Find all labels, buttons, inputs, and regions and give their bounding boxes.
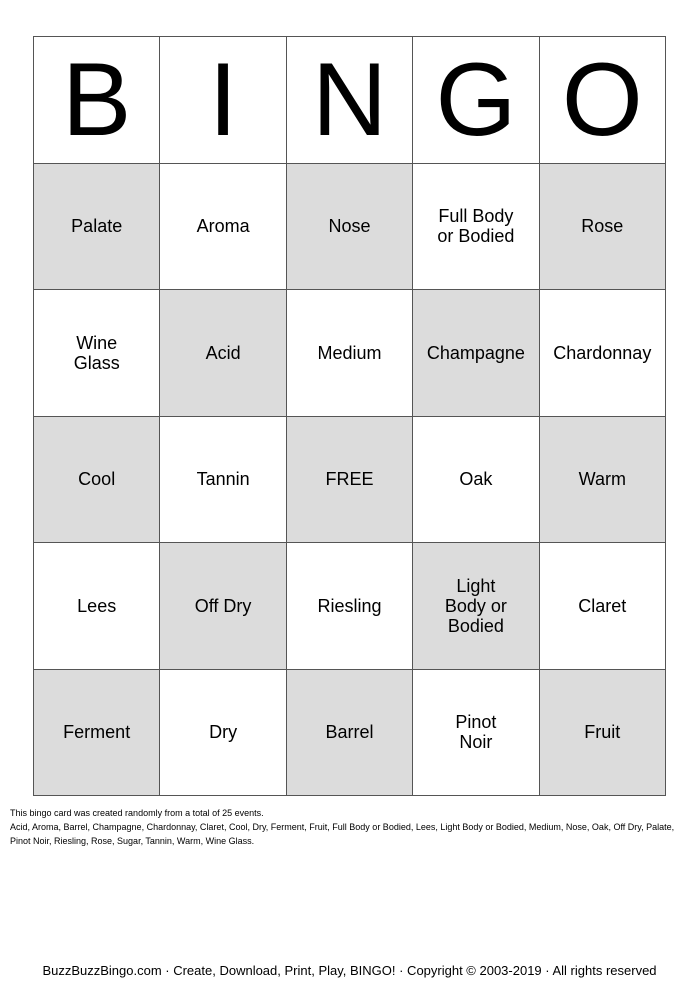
bingo-cell — [540, 543, 666, 670]
header-cell-g — [413, 37, 539, 164]
bingo-cell — [540, 164, 666, 291]
bingo-cell-term: Warm — [578, 469, 626, 490]
bingo-cell — [160, 290, 286, 417]
bingo-cell — [34, 670, 160, 797]
card-note — [10, 806, 690, 848]
bingo-cell — [34, 543, 160, 670]
header-cell-n — [287, 37, 413, 164]
bingo-cell — [287, 290, 413, 417]
header-cell-i — [160, 37, 286, 164]
bingo-cell — [287, 164, 413, 291]
bingo-cell-term: Aroma — [196, 216, 250, 237]
bingo-cell — [160, 164, 286, 291]
bingo-cell — [160, 670, 286, 797]
bingo-cell-term: Light Body or Bodied — [444, 575, 507, 636]
bingo-cell-term: Nose — [328, 216, 371, 237]
header-letter-o: O — [561, 41, 643, 158]
bingo-cell — [540, 670, 666, 797]
bingo-cell — [540, 290, 666, 417]
bingo-cell-term: Tannin — [196, 469, 250, 490]
bingo-cell-term: Riesling — [317, 595, 382, 616]
bingo-cell — [413, 670, 539, 797]
header-letter-b: B — [62, 41, 132, 158]
bingo-cell — [287, 417, 413, 544]
bingo-cell — [287, 543, 413, 670]
header-letter-n: N — [311, 41, 388, 158]
bingo-cell-term: Ferment — [63, 722, 131, 743]
bingo-cell-term: Dry — [209, 722, 238, 743]
bingo-cell-term: Acid — [205, 342, 241, 363]
header-cell-o — [540, 37, 666, 164]
bingo-cell-term: Wine Glass — [73, 332, 120, 373]
bingo-cell-term: Palate — [71, 216, 123, 237]
bingo-cell-term: Oak — [459, 469, 493, 490]
bingo-cell — [413, 290, 539, 417]
note-term-list: Acid, Aroma, Barrel, Champagne, Chardonnay, Claret, Cool, Dry, Ferment, Fruit, Full Body or Bodied, Lees, Light Body or Bodied, Medium, Nose, Oak, Off Dry, Palate, Pinot Noir, Riesling, Rose, Sugar, Tannin, Warm, Wine Glass. — [10, 822, 675, 846]
bingo-cell-term: Full Body or Bodied — [437, 206, 515, 247]
bingo-cell-term: Fruit — [584, 722, 621, 743]
page-footer: BuzzBuzzBingo.com · Create, Download, Print, Play, BINGO! · Copyright © 2003-2019 · All rights reserved — [42, 963, 657, 978]
bingo-cell — [34, 417, 160, 544]
bingo-card — [33, 36, 666, 796]
bingo-cell — [287, 670, 413, 797]
bingo-cell-term: Barrel — [325, 722, 374, 743]
bingo-cell — [160, 543, 286, 670]
bingo-cell — [413, 164, 539, 291]
bingo-cell-term: Pinot Noir — [455, 712, 497, 753]
bingo-cell — [34, 164, 160, 291]
bingo-cell-term: Chardonnay — [553, 342, 652, 363]
bingo-cell-term: Cool — [78, 469, 116, 490]
bingo-cell — [540, 417, 666, 544]
bingo-cell-term: FREE — [325, 469, 374, 490]
header-letter-g: G — [435, 41, 517, 158]
bingo-cell — [160, 417, 286, 544]
header-letter-i: I — [208, 41, 238, 158]
bingo-cell-term: Medium — [317, 342, 382, 363]
note-line-1: This bingo card was created randomly from a total of 25 events. — [10, 808, 264, 818]
bingo-cell-term: Lees — [77, 595, 117, 616]
bingo-cell — [413, 417, 539, 544]
bingo-cell-term: Champagne — [426, 342, 525, 363]
bingo-cell-term: Rose — [581, 216, 624, 237]
bingo-cell-term: Off Dry — [194, 595, 252, 616]
header-cell-b — [34, 37, 160, 164]
bingo-cell — [413, 543, 539, 670]
bingo-cell-term: Claret — [578, 595, 627, 616]
bingo-cell — [34, 290, 160, 417]
